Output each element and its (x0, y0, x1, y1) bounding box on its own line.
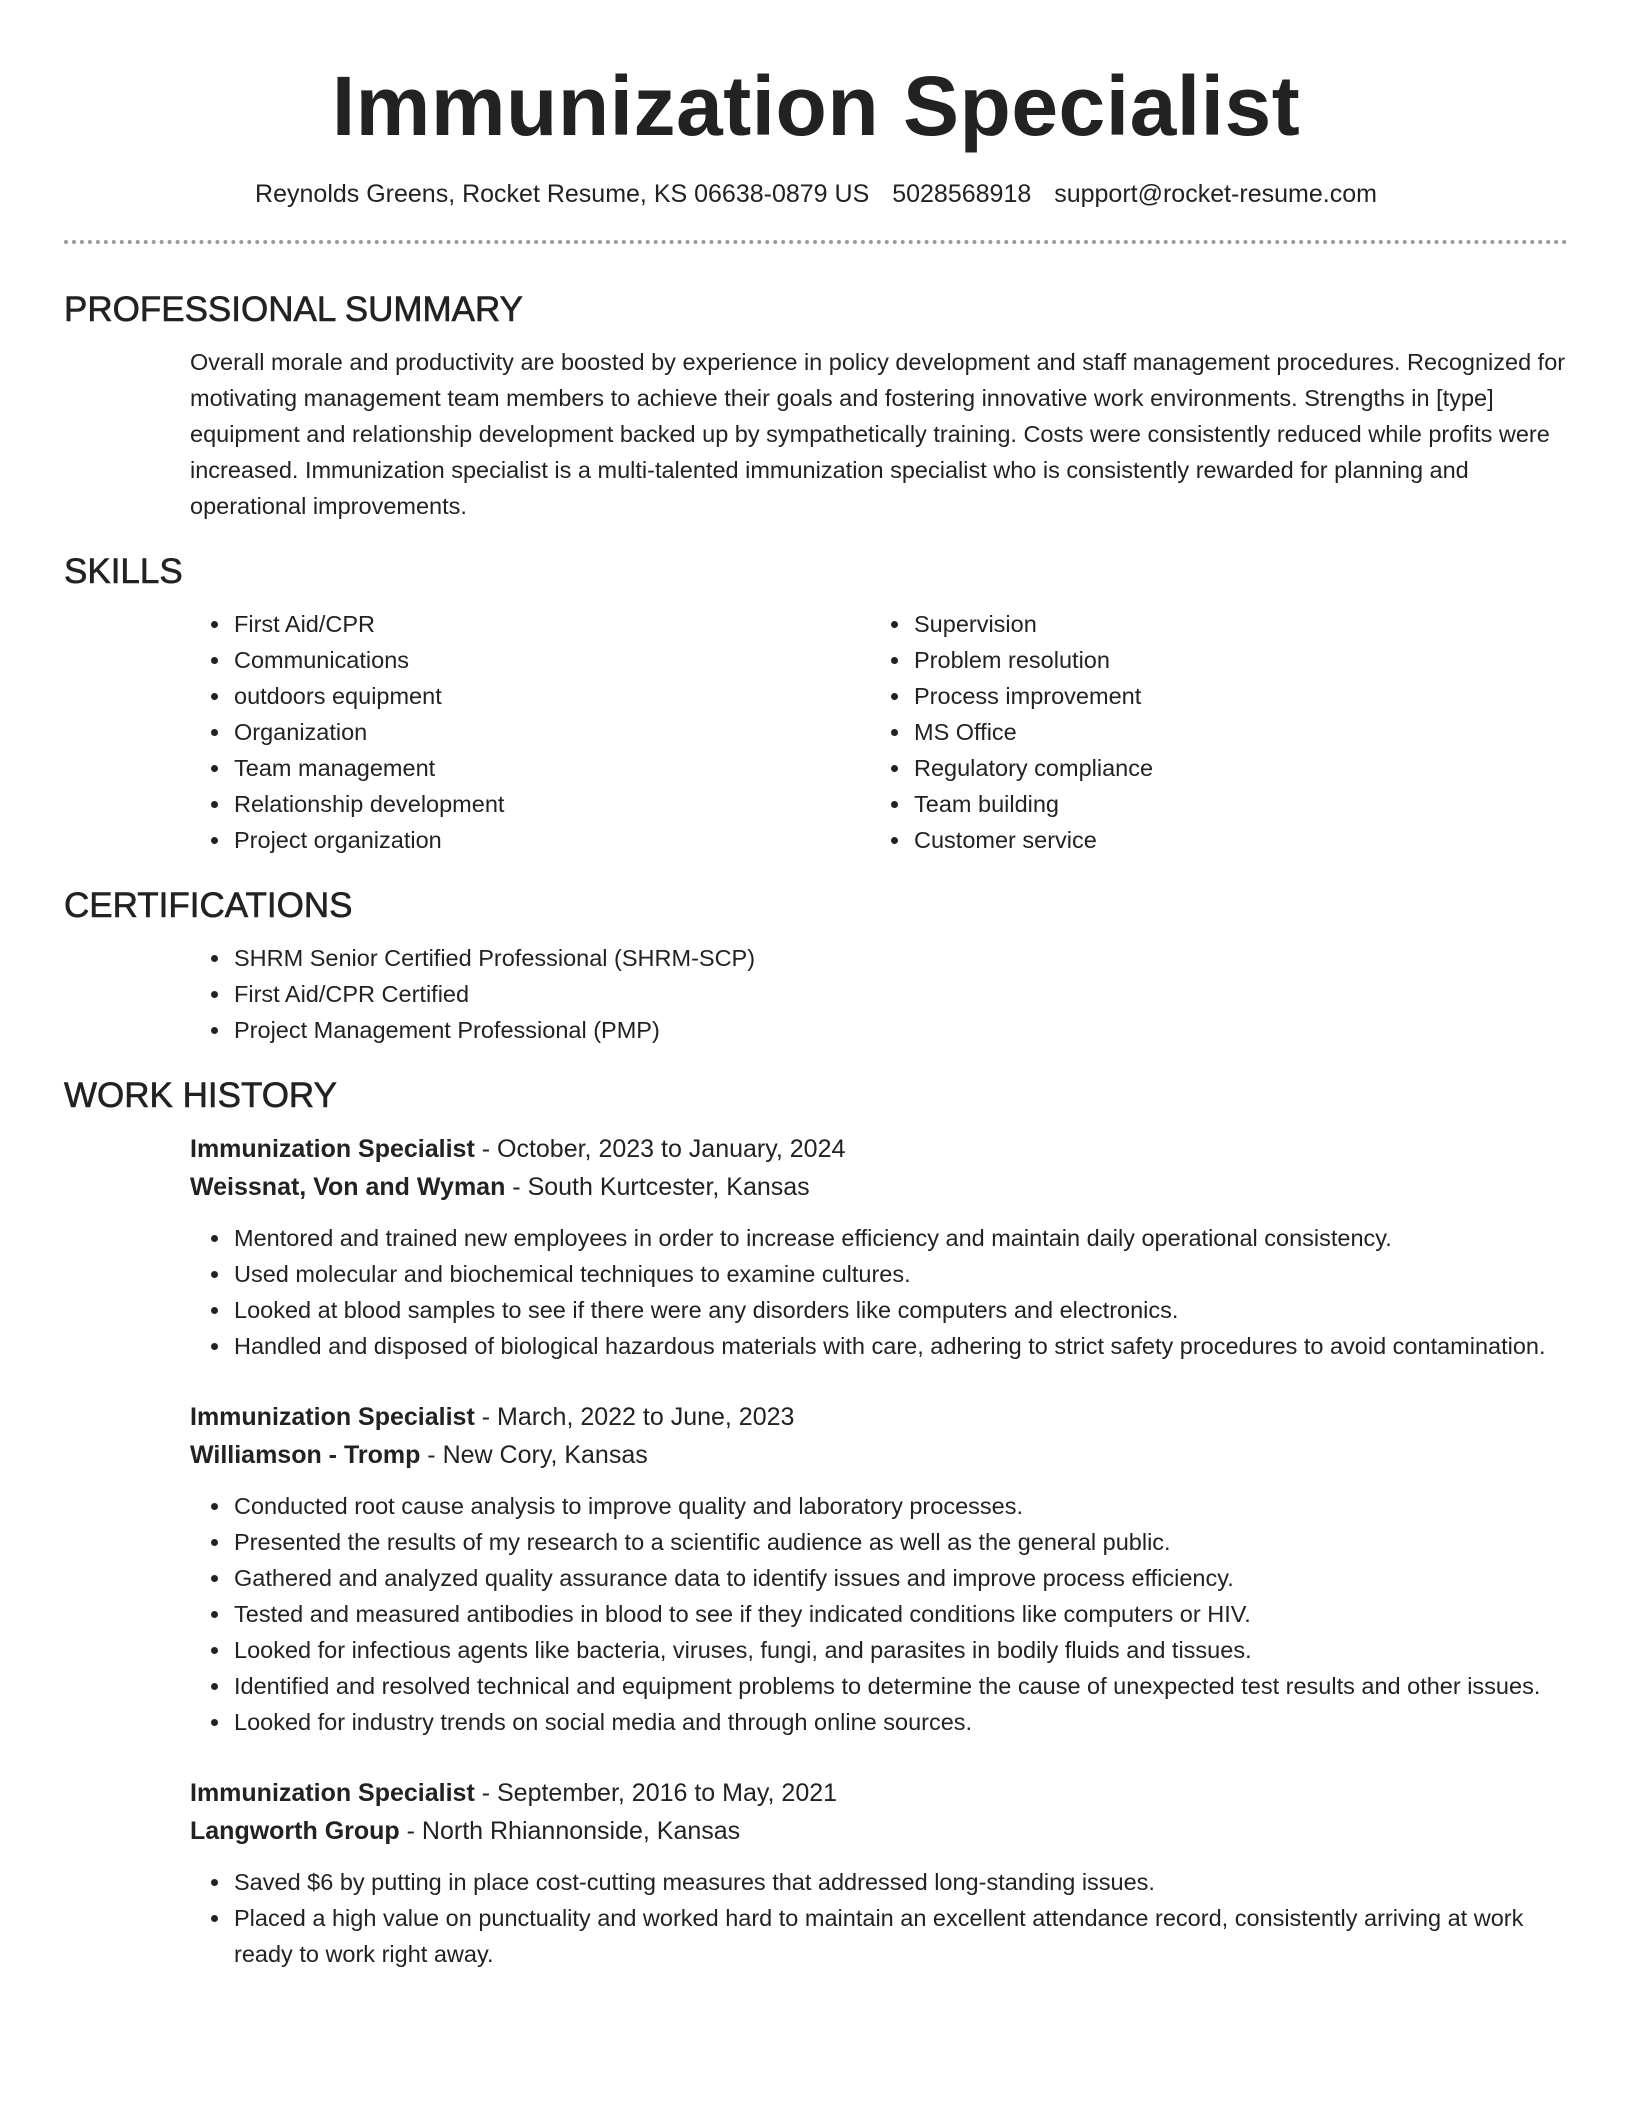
job-entry (190, 1774, 1568, 1972)
certifications-list (190, 940, 1568, 1048)
contact-email: support@rocket-resume.com (1054, 180, 1377, 208)
job-duty-item: • Mentored and trained new employees in order to increase efficiency and maintain daily operational consistency. (232, 1220, 1568, 1256)
skills-grid (190, 606, 1568, 858)
skill-item: • Supervision (912, 606, 1550, 642)
contact-address: Reynolds Greens, Rocket Resume, KS 06638-0879 US (255, 180, 870, 208)
job-title: Immunization Specialist (190, 1403, 475, 1431)
skill-item: • Project organization (232, 822, 870, 858)
job-duty-item: • Placed a high value on punctuality and worked hard to maintain an excellent attendance record, consistently arriving at work ready to work right away. (232, 1900, 1568, 1972)
skills-list-left (190, 606, 870, 858)
job-company-line (190, 1812, 1568, 1850)
job-company-line (190, 1168, 1568, 1206)
resume-name-heading: Immunization Specialist (331, 59, 1301, 153)
skill-item: • outdoors equipment (232, 678, 870, 714)
skill-item: • Process improvement (912, 678, 1550, 714)
section-title-summary: PROFESSIONAL SUMMARY (64, 290, 523, 329)
section-title-work-history: WORK HISTORY (64, 1076, 337, 1115)
job-dates: - March, 2022 to June, 2023 (474, 1403, 795, 1431)
job-duty-item: • Looked for infectious agents like bacteria, viruses, fungi, and parasites in bodily fluids and tissues. (232, 1632, 1568, 1668)
job-duty-item: • Identified and resolved technical and equipment problems to determine the cause of unexpected test results and other issues. (232, 1668, 1568, 1704)
job-duty-item: • Presented the results of my research to a scientific audience as well as the general public. (232, 1524, 1568, 1560)
certification-item: • First Aid/CPR Certified (232, 976, 1568, 1012)
certification-item: • SHRM Senior Certified Professional (SHRM-SCP) (232, 940, 1568, 976)
skills-list-right (870, 606, 1550, 858)
skills-column-right (870, 606, 1550, 858)
skill-item: • Customer service (912, 822, 1550, 858)
section-title-certifications: CERTIFICATIONS (64, 886, 353, 925)
job-title: Immunization Specialist (190, 1779, 475, 1807)
skill-item: • Team building (912, 786, 1550, 822)
skill-item: • Regulatory compliance (912, 750, 1550, 786)
header-divider (64, 240, 1568, 244)
certification-item: • Project Management Professional (PMP) (232, 1012, 1568, 1048)
job-entry (190, 1398, 1568, 1740)
skill-item: • Relationship development (232, 786, 870, 822)
job-duty-item: • Used molecular and biochemical techniques to examine cultures. (232, 1256, 1568, 1292)
job-duty-item: • Tested and measured antibodies in blood to see if they indicated conditions like computers or HIV. (232, 1596, 1568, 1632)
resume-page (64, 0, 1568, 1972)
job-company: Williamson - Tromp (190, 1441, 421, 1469)
job-duty-item: • Saved $6 by putting in place cost-cutting measures that addressed long-standing issues. (232, 1864, 1568, 1900)
skill-item: • Team management (232, 750, 870, 786)
job-duty-item: • Gathered and analyzed quality assurance data to identify issues and improve process efficiency. (232, 1560, 1568, 1596)
job-location: - South Kurtcester, Kansas (505, 1173, 810, 1201)
job-title-line (190, 1774, 1568, 1812)
job-company: Weissnat, Von and Wyman (190, 1173, 506, 1201)
skills-column-left (190, 606, 870, 858)
contact-phone: 5028568918 (892, 180, 1032, 208)
contact-line (64, 178, 1568, 210)
job-duties-list (190, 1488, 1568, 1740)
job-duty-item: • Looked for industry trends on social media and through online sources. (232, 1704, 1568, 1740)
job-duty-item: • Handled and disposed of biological hazardous materials with care, adhering to strict safety procedures to avoid contamination. (232, 1328, 1568, 1364)
job-duties-list (190, 1220, 1568, 1364)
job-duty-item: • Looked at blood samples to see if there were any disorders like computers and electronics. (232, 1292, 1568, 1328)
job-location: - North Rhiannonside, Kansas (399, 1817, 741, 1845)
job-location: - New Cory, Kansas (420, 1441, 648, 1469)
job-dates: - September, 2016 to May, 2021 (474, 1779, 838, 1807)
job-company-line (190, 1436, 1568, 1474)
skill-item: • First Aid/CPR (232, 606, 870, 642)
section-title-skills: SKILLS (64, 552, 183, 591)
skill-item: • MS Office (912, 714, 1550, 750)
summary-paragraph: Overall morale and productivity are boosted by experience in policy development and staff management procedures. Recognized for motivating management team members to achieve their goals and fostering innovative work environments. Strengths in [type] equipment and relationship development backed up by sympathetically training. Costs were consistently reduced while profits were increased. Immunization specialist is a multi-talented immunization specialist who is consistently rewarded for planning and operational improvements. (190, 349, 1566, 519)
job-entry (190, 1130, 1568, 1364)
job-dates: - October, 2023 to January, 2024 (474, 1135, 846, 1163)
certifications-block (190, 940, 1568, 1048)
skill-item: • Communications (232, 642, 870, 678)
job-duty-item: • Conducted root cause analysis to improve quality and laboratory processes. (232, 1488, 1568, 1524)
skill-item: • Problem resolution (912, 642, 1550, 678)
skill-item: • Organization (232, 714, 870, 750)
job-title-line (190, 1130, 1568, 1168)
job-duties-list (190, 1864, 1568, 1972)
job-company: Langworth Group (190, 1817, 400, 1845)
job-title: Immunization Specialist (190, 1135, 475, 1163)
job-title-line (190, 1398, 1568, 1436)
